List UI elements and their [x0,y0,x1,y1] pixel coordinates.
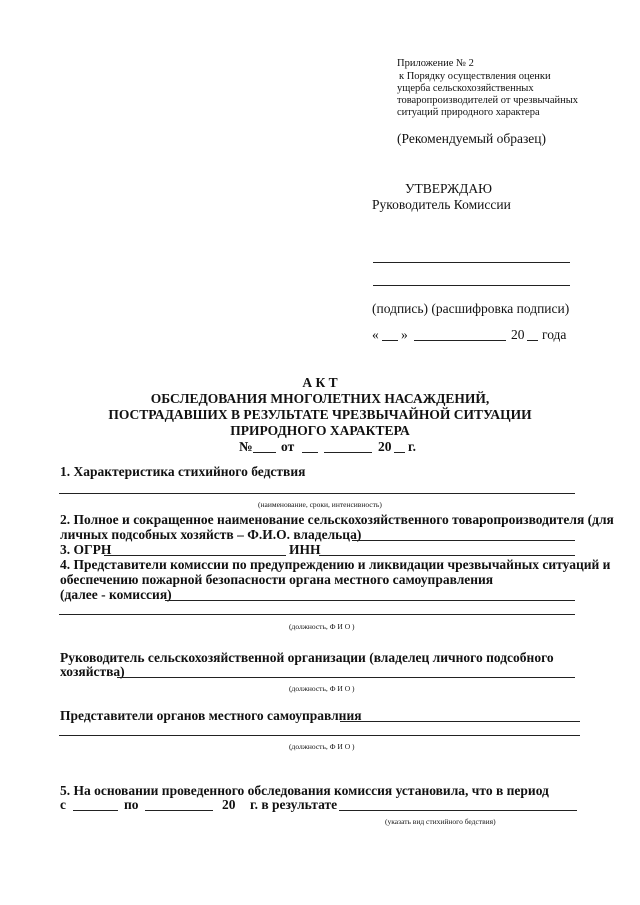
heading-number-label: № [239,439,253,454]
section-4-line-1: 4. Представители комиссии по предупреждению и ликвидации чрезвычайных ситуаций и [60,557,611,572]
section-3-ogrn-label: 3. ОГРН [60,542,112,557]
section-5-year: 20 [222,797,236,812]
date-close-quote: » [401,327,408,342]
recommended-sample-label: (Рекомендуемый образец) [397,131,546,146]
heading-act: А К Т [302,375,338,390]
heading-line-4: ПРИРОДНОГО ХАРАКТЕРА [230,423,410,438]
heading-number-line [253,452,276,453]
section-4-caption: (должность, Ф И О ) [289,622,355,631]
approve-signature-line-1 [373,262,570,263]
date-year-prefix: 20 [511,327,525,342]
section-5-to-line [145,810,213,811]
signature-caption: (подпись) (расшифровка подписи) [372,301,570,316]
inn-line [319,555,575,556]
section-4-fill-line-1 [165,600,575,601]
head-org-line-2: хозяйства) [60,664,125,679]
section-5-to-label: по [124,797,139,812]
date-year-line [527,340,538,341]
heading-year-suffix: г. [408,439,416,454]
section-5-result-line [339,810,577,811]
local-gov-line-1: Представители органов местного самоуправлния [60,708,362,723]
section-2-fill-line [352,540,575,541]
date-year-word: года [542,327,567,342]
heading-day-line [302,452,318,453]
date-day-line [382,340,398,341]
heading-year-prefix: 20 [378,439,392,454]
heading-month-line [324,452,372,453]
heading-line-3: ПОСТРАДАВШИХ В РЕЗУЛЬТАТЕ ЧРЕЗВЫЧАЙНОЙ СИТУАЦИИ [108,407,532,422]
date-open-quote: « [372,327,379,342]
approve-title: УТВЕРЖДАЮ [405,181,493,196]
local-gov-caption: (должность, Ф И О ) [289,742,355,751]
heading-line-2: ОБСЛЕДОВАНИЯ МНОГОЛЕТНИХ НАСАЖДЕНИЙ, [150,391,490,406]
head-org-line-1: Руководитель сельскохозяйственной организации (владелец личного подсобного [60,650,554,665]
ogrn-line [104,555,286,556]
appendix-line-4: товаропроизводителей от чрезвычайных [397,95,579,106]
appendix-line-5: ситуаций природного характера [397,107,540,118]
section-2-line-1: 2. Полное и сокращенное наименование сельскохозяйственного товаропроизводителя (для [60,512,614,527]
approve-position: Руководитель Комиссии [372,197,511,212]
local-gov-fill-line-2 [59,735,580,736]
section-5-caption: (указать вид стихийного бедствия) [385,817,496,826]
section-5-line-1: 5. На основании проведенного обследования комиссия установила, что в период [60,783,549,798]
appendix-line-2: к Порядку осуществления оценки [399,71,551,82]
section-4-fill-line-2 [59,614,575,615]
section-1-caption: (наименование, сроки, интенсивность) [258,500,382,509]
date-month-line [414,340,506,341]
local-gov-fill-line-1 [340,721,580,722]
section-2-line-2: личных подсобных хозяйств – Ф.И.О. владельца) [60,527,362,542]
section-5-result-label: г. в результате [250,797,338,812]
appendix-line-3: ущерба сельскохозяйственных [397,83,534,94]
heading-from-label: от [281,439,295,454]
heading-year-line [394,452,405,453]
head-org-fill-line [117,677,575,678]
section-5-from-line [73,810,118,811]
section-1-line [59,493,575,494]
section-4-line-3: (далее - комиссия) [60,587,172,602]
approve-signature-line-2 [373,285,570,286]
appendix-line-1: Приложение № 2 [397,58,474,69]
section-4-line-2: обеспечению пожарной безопасности органа местного самоуправления [60,572,494,587]
head-org-caption: (должность, Ф И О ) [289,684,355,693]
section-1-title: 1. Характеристика стихийного бедствия [60,464,306,479]
section-5-from-label: с [60,797,66,812]
section-3-inn-label: ИНН [289,542,321,557]
